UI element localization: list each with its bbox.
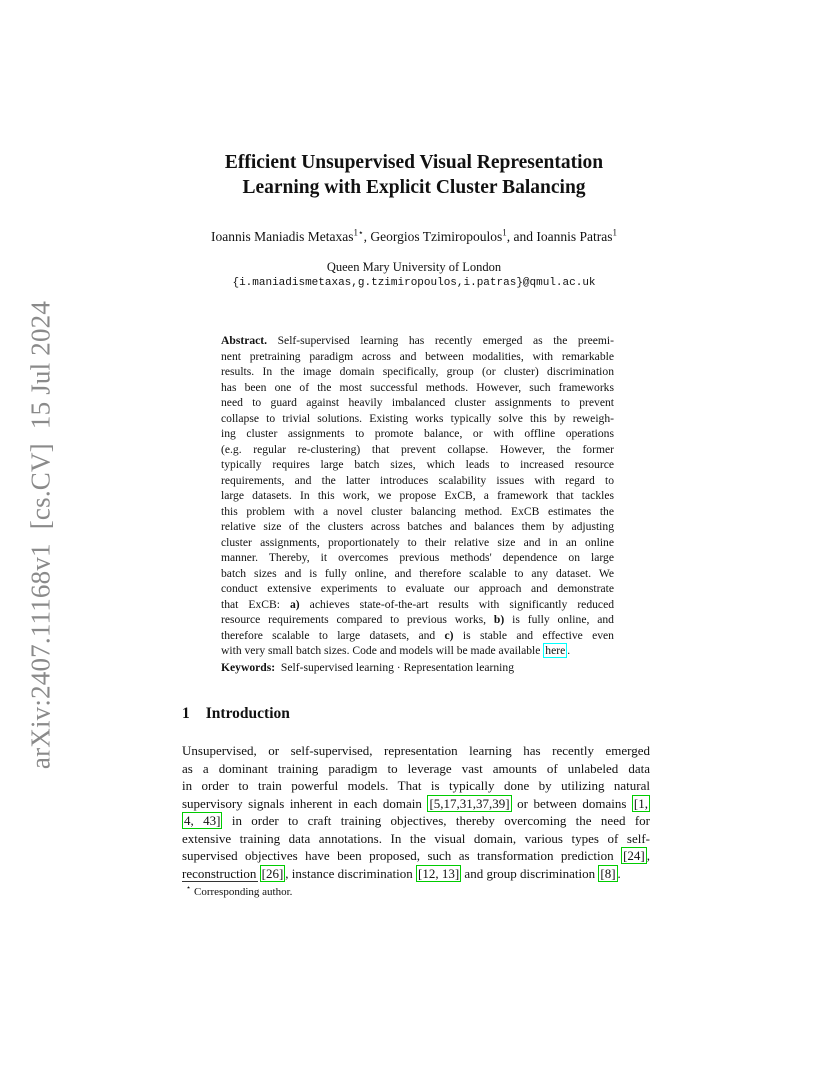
author-list — [0, 229, 828, 245]
abstract-line: collapse to trivial solutions. Existing works typically solve this by reweigh- — [221, 411, 614, 425]
abstract-line: batch sizes and is fully online, and therefore scalable to any dataset. We — [221, 566, 614, 580]
abstract-line: this problem with a novel cluster balancing method. ExCB estimates the — [221, 504, 614, 518]
section-title: Introduction — [205, 705, 290, 722]
author-3: Ioannis Patras — [536, 229, 613, 244]
abstract-line: ing cluster assignments to promote balance, or with offline operations — [221, 427, 614, 440]
abstract-text: is fully online, and — [512, 613, 614, 626]
arxiv-id[interactable]: arXiv:2407.11168v1 — [25, 543, 56, 770]
arxiv-side-stamp — [26, 287, 57, 769]
paper-title — [0, 150, 828, 200]
author-emails: {i.maniadismetaxas,g.tzimiropoulos,i.patras}@qmul.ac.uk — [232, 277, 596, 289]
section-number: 1 — [182, 705, 190, 722]
abstract-line: cluster assignments, proportionately to their relative size and in an online — [221, 535, 614, 549]
arxiv-category: [cs.CV] — [25, 443, 56, 530]
abstract-line — [221, 333, 614, 349]
paragraph-text: , instance discrimination — [285, 865, 413, 881]
abstract-line: manner. Thereby, it overcomes previous methods' dependence on large — [221, 551, 614, 564]
paragraph-line: as a dominant training paradigm to leverage vast amounts of unlabeled data — [182, 760, 650, 776]
paragraph-text: in order to craft training objectives, thereby overcoming the need for — [231, 813, 650, 828]
abstract — [221, 333, 614, 659]
abstract-text: . — [567, 644, 571, 657]
title-line-1: Efficient Unsupervised Visual Representation — [224, 152, 604, 173]
abstract-text: therefore scalable to large datasets, and — [221, 628, 436, 642]
section-heading — [182, 705, 290, 723]
abstract-text: achieves state-of-the-art results with significantly reduced — [309, 597, 615, 611]
paragraph-text: , — [646, 848, 650, 863]
author-3-mark: 1 — [612, 227, 617, 238]
footnote-divider — [182, 881, 258, 882]
abstract-line: conduct extensive experiments to evaluate our approach and demonstrate — [221, 582, 614, 595]
footnote-text: Corresponding author. — [194, 886, 293, 898]
abstract-text: is stable and effective even — [462, 628, 614, 642]
author-separator: , and — [506, 229, 537, 244]
footnote-mark: ⋆ — [186, 883, 192, 893]
abstract-line: results. In the image domain specifically, group (or cluster) discrimination — [221, 365, 614, 378]
paragraph-line — [182, 865, 650, 883]
keywords — [221, 661, 514, 674]
citation-link[interactable]: [5,17,31,37,39] — [429, 795, 510, 811]
paragraph-text: reconstruction — [182, 865, 257, 881]
citation-link[interactable]: 4, 43] — [184, 813, 221, 828]
citation-link[interactable]: [8] — [600, 865, 616, 881]
abstract-line: has been one of the most successful methods. However, such frameworks — [221, 380, 614, 394]
abstract-line: nent pretraining paradigm across and between modalities, with remarkable — [221, 349, 614, 363]
abstract-text: with very small batch sizes. Code and models will be made available — [221, 644, 541, 657]
abstract-line: (e.g. regular re-clustering) that prevent collapse. However, the former — [221, 442, 614, 456]
affiliation — [0, 259, 828, 291]
paragraph-text: or between domains — [517, 795, 627, 811]
code-link[interactable]: here — [545, 644, 566, 657]
paragraph-line: Unsupervised, or self-supervised, representation learning has recently emerged — [182, 743, 650, 758]
institution: Queen Mary University of London — [326, 260, 502, 274]
paragraph-line: extensive training data annotations. In the visual domain, various types of self- — [182, 830, 650, 846]
author-2: Georgios Tzimiropoulos — [370, 229, 503, 244]
paragraph-text: . — [617, 865, 621, 881]
abstract-line: large datasets. In this work, we propose ExCB, a framework that tackles — [221, 489, 614, 502]
arxiv-date: 15 Jul 2024 — [25, 300, 56, 430]
title-line-2: Learning with Explicit Cluster Balancing — [242, 177, 586, 198]
author-separator: , — [363, 229, 371, 244]
citation-link[interactable]: [26] — [261, 865, 284, 881]
paragraph-line — [182, 795, 650, 813]
keywords-label: Keywords: — [221, 661, 276, 674]
citation-link[interactable]: [24] — [623, 848, 645, 863]
abstract-text: resource requirements compared to previous works, — [221, 613, 487, 626]
citation-link[interactable]: [1, — [633, 795, 649, 811]
author-1: Ioannis Maniadis Metaxas — [211, 229, 354, 244]
abstract-label: Abstract. — [221, 334, 268, 347]
author-2-mark: 1 — [502, 227, 507, 238]
abstract-line — [221, 612, 614, 628]
abstract-line — [221, 597, 614, 613]
abstract-line: typically requires large batch sizes, which leads to increased resource — [221, 458, 614, 471]
abstract-line — [221, 628, 614, 644]
paragraph-line: in order to train powerful models. That is typically done by utilizing natural — [182, 778, 650, 793]
author-1-mark: 1⋆ — [353, 227, 364, 238]
footnote — [186, 883, 293, 898]
paragraph-text: supervised objectives have been proposed, such as transformation prediction — [182, 848, 614, 863]
keywords-text: Self-supervised learning · Representation learning — [280, 661, 514, 674]
paragraph-text: supervisory signals inherent in each domain — [182, 795, 422, 811]
paragraph-text: and group discrimination — [464, 865, 596, 881]
abstract-line: relative size of the clusters across batches and balances them by adjusting — [221, 520, 614, 533]
paragraph-line — [182, 812, 650, 830]
abstract-text: Self-supervised learning has recently emerged as the preemi- — [277, 334, 614, 347]
contribution-c-label: c) — [444, 628, 454, 642]
abstract-text: that ExCB: — [221, 597, 280, 611]
abstract-line: requirements, and the latter introduces scalability issues with regard to — [221, 473, 614, 487]
contribution-b-label: b) — [493, 613, 505, 626]
citation-link[interactable]: [12, 13] — [418, 865, 460, 881]
contribution-a-label: a) — [289, 597, 300, 611]
abstract-line — [221, 643, 614, 659]
intro-paragraph — [182, 742, 650, 882]
paragraph-line — [182, 847, 650, 865]
abstract-line: need to guard against heavily imbalanced cluster assignments to prevent — [221, 396, 614, 409]
